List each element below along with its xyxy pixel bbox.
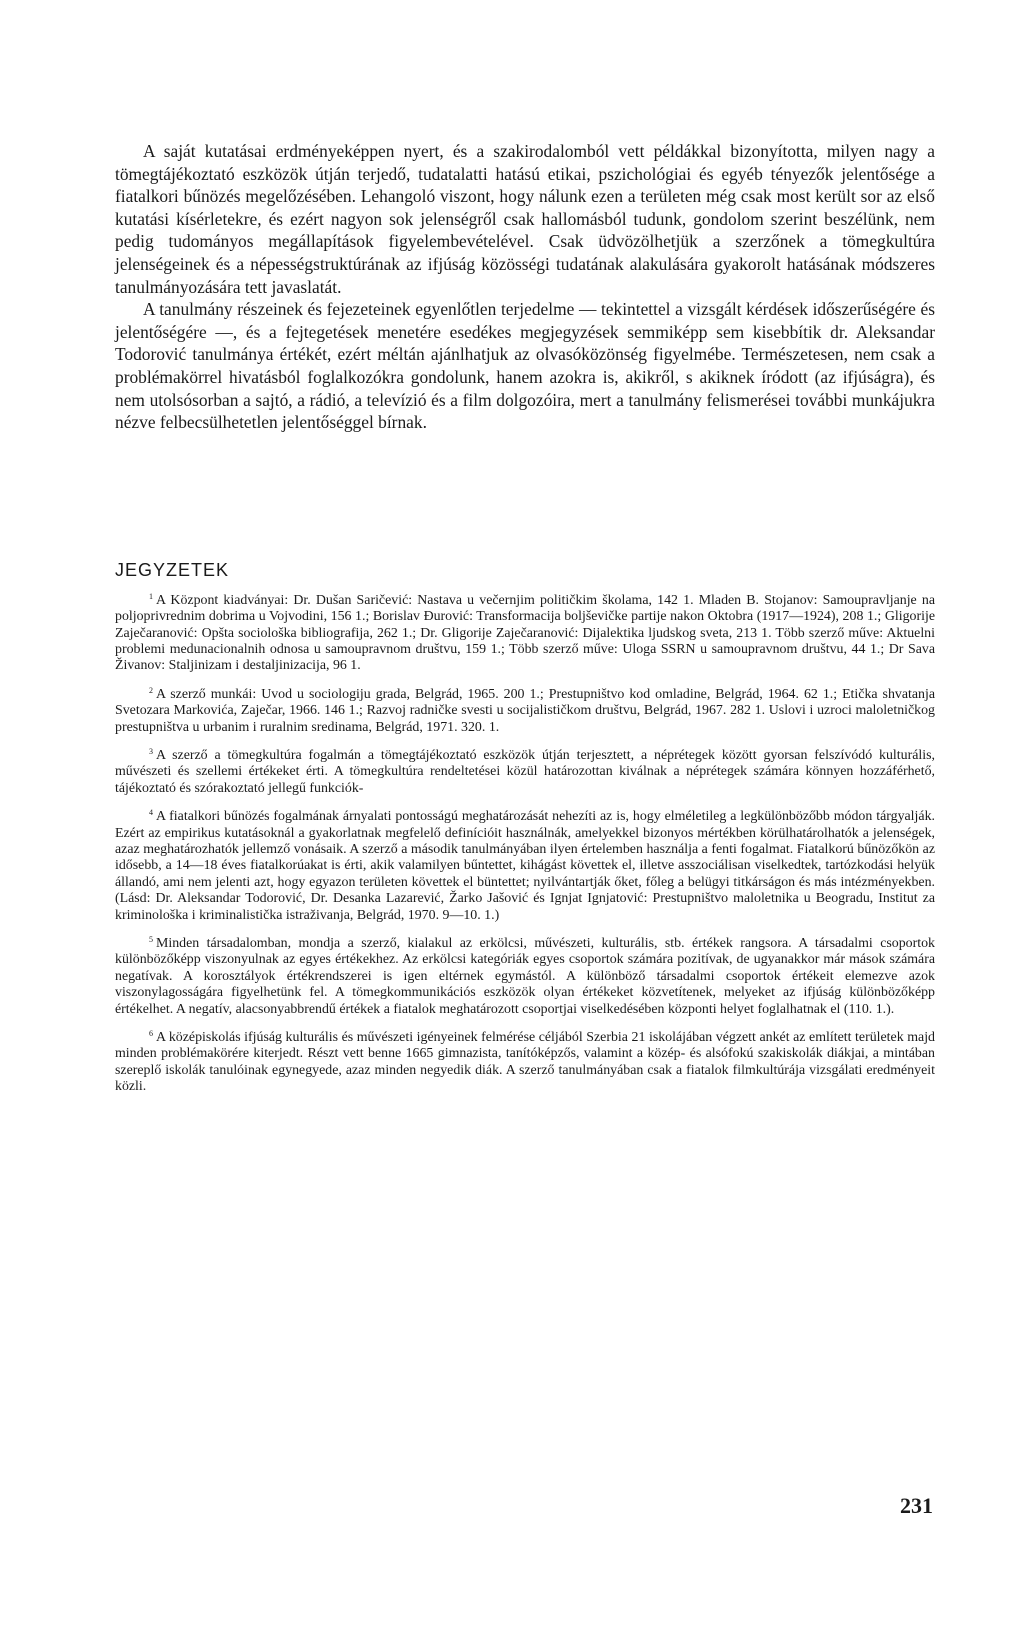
footnote bbox=[115, 936, 935, 1018]
footnote bbox=[115, 809, 935, 924]
footnote-number: 3 bbox=[149, 746, 153, 756]
paragraph: A saját kutatásai erdményeképpen nyert, és a szakirodalomból vett példákkal bizonyította, milyen nagy a tömegtájékoztató eszközök útján terjedő, tudatalatti hatású etikai, pszichológiai és egyéb tényezők jelentősége a fiatalkori bűnözés megelőzésében. Lehangoló viszont, hogy nálunk ezen a területen még csak most került sor az első kutatási kísérletekre, és ezért nagyon sok jelenségről csak hallomásból tudunk, gondolom szerint beszélünk, nem pedig tudományos megállapítások figyelembevételével. Csak üdvözölhetjük a szerzőnek a tömegkultúra jelenségeinek és a népességstruktúrának az ifjúság közösségi tudatának alakulására gyakorolt hatásának módszeres tanulmányozására tett javaslatát. bbox=[115, 141, 935, 297]
footnote-text: A Központ kiadványai: Dr. Dušan Saričević: Nastava u večernjim političkim školama, 142 1. Mladen B. Stojanov: Samoupravljanje na poljoprivrednim dobrima u Vojvodini, 156 1.; Borislav Đurović: Transformacija boljševičke partije nakon Oktobra (1917—1924), 208 1.; Gligorije Zaječaranović: Opšta sociološka bibliografija, 262 1.; Dr. Gligorije Zaječaranović: Dijalektika ljudskog sveta, 213 1. Több szerző műve: Aktuelni problemi medunacionalnih odnosa u samoupravnom društvu, 159 1.; Több szerző műve: Uloga SSRN u samoupravnom društvu, 44 1.; Dr Sava Živanov: Staljinizam i destaljinizacija, 96 1. bbox=[115, 592, 935, 674]
footnote-text: Minden társadalomban, mondja a szerző, kialakul az erkölcsi, művészeti, kulturális, stb. értékek rangsora. A társadalmi csoportok különbözőképp viszonyulnak az egyes értékekhez. Az erkölcsi kategóriák egyes csoportok számára pozitívak, de ugyanakkor már mások számára negatívak. A korosztályok értékrendszerei is igen eltérnek egymástól. A különböző társadalmi csoportok értékeit elemezve azok viszonylagosságára figyelhetünk fel. A tömegkommunikációs eszközök olyan értékeket közvetítenek, melyeket az ifjúság különbözőképp értékelhet. A negatív, alacsonyabbrendű értékek a fiatalok meghatározott csoportjai viselkedésében központi helyet foglalhatnak el (110. 1.). bbox=[115, 936, 935, 1017]
footnote bbox=[115, 593, 935, 675]
footnote bbox=[115, 1030, 935, 1096]
paragraph: A tanulmány részeinek és fejezeteinek egyenlőtlen terjedelme — tekintettel a vizsgált kérdések időszerűségére és jelentőségére —, és a fejtegetések menetére esedékes megjegyzések semmiképp sem kisebbítik dr. Aleksandar Todorović tanulmánya értékét, ezért méltán ajánlhatjuk az olvasóközönség figyelmébe. Természetesen, nem csak a problémakörrel hivatásból foglalkozókra gondolunk, hanem azokra is, akikről, s akiknek íródott (az ifjúságra), és nem utolsósorban a sajtó, a rádió, a televízió és a film dolgozóira, mert a tanulmány felismerései további munkájukra nézve felbecsülhetetlen jelentőséggel bírnak. bbox=[115, 299, 935, 433]
footnote bbox=[115, 748, 935, 797]
footnote bbox=[115, 687, 935, 736]
footnote-number: 2 bbox=[149, 685, 153, 695]
footnote-text: A fiatalkori bűnözés fogalmának árnyalati pontosságú meghatározását nehezíti az is, hogy elméletileg a legkülönbözőbb módon tárgyalják. Ezért az empirikus kutatásoknál a gyakorlatnak megfelelő definícióit használnák, amelyekkel bizonyos mértékben körülhatárolhatók a jelenségek, azaz meghatározhatók jellemző vonásaik. A szerző a második tanulmányában ilyen értelemben használja a fenti fogalmat. Fiatalkorú bűnözőkön az idősebb, a 14—18 éves fiatalkorúakat is érti, akik valamilyen bűntettet, kihágást követtek el, illetve asszociálisan viselkedtek, tartózkodási helyük állandó, ami nem jelenti azt, hogy egyazon területen követtek el büntettet; nyilvántartják őket, főleg a belügyi titkárságon és más intézményekben. (Lásd: Dr. Aleksandar Todorović, Dr. Desanka Lazarević, Žarko Jašović és Ignjat Ignjatović: Prestupništvo maloletnika u Beogradu, Institut za kriminološka i kriminalistička istraživanja, Belgrád, 1970. 9—10. 1.) bbox=[115, 809, 935, 923]
page-number: 231 bbox=[900, 1493, 933, 1518]
notes-list bbox=[115, 593, 935, 1096]
footnote-number: 6 bbox=[149, 1029, 153, 1039]
footnote-number: 4 bbox=[149, 808, 153, 818]
body-text bbox=[115, 140, 935, 434]
footnote-text: A szerző munkái: Uvod u sociologiju grada, Belgrád, 1965. 200 1.; Prestupništvo kod omladine, Belgrád, 1964. 62 1.; Etička shvatanja Svetozara Markovića, Zaječar, 1966. 146 1.; Razvoj radničke svesti u socijalističkom društvu, Belgrád, 1967. 282 1. Uslovi i uzroci maloletničkog prestupništva u urbanim i ruralnim sredinama, Belgrád, 1971. 320. 1. bbox=[115, 686, 935, 735]
footnote-text: A középiskolás ifjúság kulturális és művészeti igényeinek felmérése céljából Szerbia 21 iskolájában végzett ankét az említett területek majd minden problémakörére kiterjedt. Részt vett benne 1665 gimnazista, tanítóképzős, valamint a közép- és alsófokú szakiskolák diákjai, a mintában szereplő iskolák tanulóinak egynegyede, azaz minden negyedik diák. A szerző tanulmányában csak a fiatalok filmkultúrája vizsgálati eredményeit közli. bbox=[115, 1030, 935, 1095]
footnote-number: 5 bbox=[149, 935, 153, 945]
notes-heading: JEGYZETEK bbox=[115, 559, 230, 580]
page bbox=[115, 140, 935, 1108]
footnote-text: A szerző a tömegkultúra fogalmán a tömegtájékoztató eszközök útján terjesztett, a néprétegek között gyorsan felszívódó kulturális, művészeti és szellemi értékeket érti. A tömegkultúra rendeltetései közül határozottan kiválnak a néprétegek számára könnyen hozzáférhető, tájékoztató és szórakoztató jellegű funkciók- bbox=[115, 747, 935, 796]
footnote-number: 1 bbox=[149, 591, 153, 601]
